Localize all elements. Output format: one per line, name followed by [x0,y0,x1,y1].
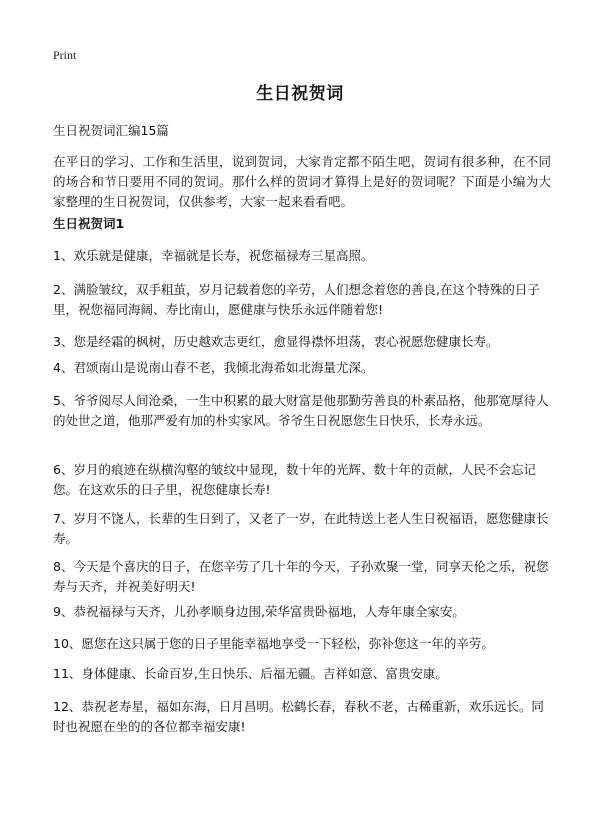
document-title: 生日祝贺词 [256,84,344,104]
wish-paragraph-6: 6、岁月的痕迹在纵横沟壑的皱纹中显现，数十年的光辉、数十年的贡献，人民不会忘记您。在这欢乐的日子里，祝您健康长寿! [53,462,536,497]
wish-paragraph-12: 12、恭祝老寿星，福如东海，日月昌明。松鹤长春，春秋不老，古稀重新，欢乐远长。同时也祝愿在坐的的各位都幸福安康! [53,699,544,734]
wish-paragraph-4: 4、君颂南山是说南山春不老，我倾北海希如北海量尤深。 [53,360,374,375]
wish-paragraph-1: 1、欢乐就是健康，幸福就是长寿，祝您福禄寿三星高照。 [53,248,374,263]
intro-paragraph: 在平日的学习、工作和生活里，说到贺词，大家肯定都不陌生吧，贺词有很多种，在不同的场合和节日要用不同的贺词。那什么样的贺词才算得上是好的贺词呢？下面是小编为大家整理的生日祝贺词，仅供参考，大家一起来看看吧。 [53,154,551,209]
wish-paragraph-11: 11、身体健康、长命百岁,生日快乐、后福无疆。吉祥如意、富贵安康。 [53,666,448,681]
wish-paragraph-5: 5、爷爷阅尽人间沧桑，一生中积累的最大财富是他那勤劳善良的朴素品格，他那宽厚待人的处世之道，他那严爱有加的朴实家风。爷爷生日祝愿您生日快乐，长寿永远。 [53,393,549,428]
wish-paragraph-9: 9、恭祝福禄与天齐，儿孙孝顺身边围,荣华富贵卧福地，人寿年康全家安。 [53,604,465,619]
wish-paragraph-8: 8、今天是个喜庆的日子，在您辛劳了几十年的今天，子孙欢聚一堂，同享天伦之乐，祝您寿与天齐，并祝美好明天! [53,559,549,594]
wish-paragraph-2: 2、满脸皱纹，双手粗茧，岁月记载着您的辛劳，人们想念着您的善良,在这个特殊的日子里，祝您福同海阔、寿比南山，愿健康与快乐永远伴随着您! [53,282,540,317]
wish-paragraph-7: 7、岁月不饶人，长辈的生日到了，又老了一岁，在此特送上老人生日祝福语，愿您健康长寿。 [53,511,549,546]
document-subtitle: 生日祝贺词汇编15篇 [53,123,169,138]
wish-paragraph-10: 10、愿您在这只属于您的日子里能幸福地享受一下轻松，弥补您这一年的辛劳。 [53,636,494,651]
section-heading: 生日祝贺词1 [53,216,125,231]
print-link[interactable]: Print [53,48,77,62]
wish-paragraph-3: 3、您是经霜的枫树，历史越欢志更红，愈显得襟怀坦荡，衷心祝愿您健康长寿。 [53,334,499,349]
